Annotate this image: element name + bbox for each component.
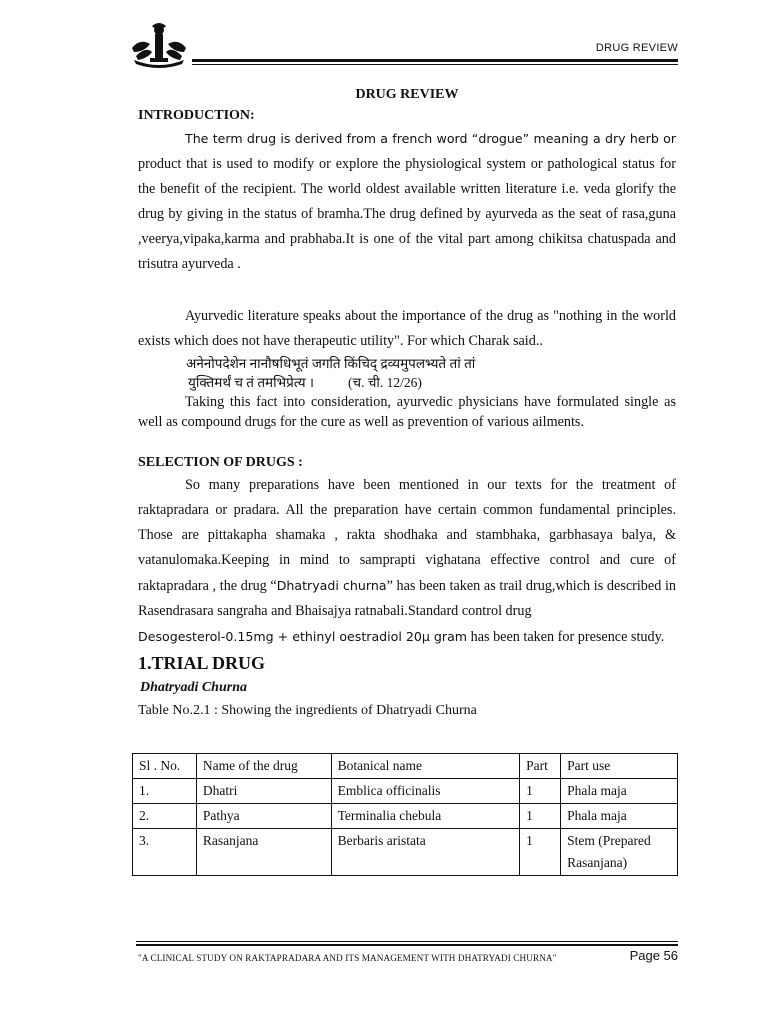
trial-drug-heading: 1.TRIAL DRUG [138, 653, 266, 673]
table-cell: 1. [133, 779, 197, 804]
table-row [133, 804, 678, 829]
table-cell: Emblica officinalis [331, 779, 520, 804]
table-header-cell: Name of the drug [196, 754, 331, 779]
introduction-heading: INTRODUCTION: [138, 108, 255, 123]
page-number: Page 56 [629, 948, 678, 963]
verse-reference: (च. ची. 12/26) [348, 375, 422, 390]
footer-study-title: "A CLINICAL STUDY ON RAKTAPRADARA AND ITS MANAGEMENT WITH DHATRYADI CHURNA" [138, 953, 557, 963]
compound-drugs-paragraph: Taking this fact into consideration, ayurvedic physicians have formulated single as well as compound drugs for the cure as well as prevention of various ailments. [138, 394, 676, 430]
header-title: DRUG REVIEW [595, 42, 678, 54]
table-header-cell: Part use [561, 754, 678, 779]
table-header-cell: Botanical name [331, 754, 520, 779]
table-cell: Berbaris aristata [331, 829, 520, 876]
sanskrit-verse-line1: अनेनोपदेशेन नानौषधिभूतं जगति किंचिद् द्रव्यमुपलभ्यते तां तां [186, 356, 476, 371]
table-cell: Dhatri [196, 779, 331, 804]
document-title: DRUG REVIEW [355, 87, 459, 102]
document-body [138, 84, 676, 722]
emblem-logo-icon [130, 22, 188, 68]
footer-rule-thick [136, 944, 678, 946]
table-cell: Stem (Prepared Rasanjana) [561, 829, 678, 876]
selection-paragraph [138, 473, 676, 650]
table-cell: Phala maja [561, 804, 678, 829]
selection-heading: SELECTION OF DRUGS : [138, 455, 303, 470]
selection-text-2: ” has been taken as trail drug,which is described in Rasendrasara sangraha and Bhaisajya ratnabali.Standard control drug [138, 578, 676, 619]
table-header-cell: Sl . No. [133, 754, 197, 779]
trial-drug-name: Dhatryadi churna [276, 578, 387, 593]
ingredients-table [132, 753, 678, 876]
footer-rule [136, 941, 678, 942]
table-cell: 2. [133, 804, 197, 829]
table-row [133, 779, 678, 804]
table-cell: 3. [133, 829, 197, 876]
table-header-cell: Part [520, 754, 561, 779]
intro-paragraph [138, 126, 676, 277]
control-drug-name: Desogesterol-0.15mg + ethinyl oestradiol 20µ gram [138, 629, 468, 644]
table-cell: Terminalia chebula [331, 804, 520, 829]
table-caption: Table No.2.1 : Showing the ingredients of Dhatryadi Churna [138, 703, 477, 718]
sanskrit-verse-text: युक्तिमर्थं च तं तमभिप्रेत्य । [188, 375, 315, 390]
header-rule-thin [192, 64, 678, 65]
header-rule [192, 59, 678, 62]
table-header-row [133, 754, 678, 779]
importance-paragraph: Ayurvedic literature speaks about the importance of the drug as "nothing in the world exists which does not have therapeutic utility". For which Charak said.. [138, 308, 676, 349]
intro-rest-text: product that is used to modify or explore the physiological system or pathological status for the benefit of the recipient. The world oldest available written literature i.e. veda glorify the drug by giving in the status of bramha.The drug defined by ayurveda as the seat of rasa,guna ,veerya,vipaka,karma and prabhaba.It is one of the vital part among chikitsa chatuspada and trisutra ayurveda . [138, 156, 676, 272]
selection-text: So many preparations have been mentioned in our texts for the treatment of raktapradara or pradara. All the preparation have certain common fundamental principles. Those are pittakapha shamaka , rakta shodhaka and stambhaka, garbhasaya balya, & vatanulomaka.Keeping in mind to samprapti vighatana effective control and cure of raktapradara , the drug “ [138, 477, 676, 594]
control-drug-tail: has been taken for presence study. [467, 629, 665, 645]
table-cell: 1 [520, 804, 561, 829]
table-cell: Rasanjana [196, 829, 331, 876]
trial-drug-subheading: Dhatryadi Churna [140, 680, 247, 695]
table-cell: 1 [520, 779, 561, 804]
sanskrit-verse-line2 [138, 374, 676, 392]
table-row [133, 829, 678, 876]
table-cell: 1 [520, 829, 561, 876]
intro-lead-text: The term drug is derived from a french word “drogue” meaning a dry herb or [185, 131, 676, 146]
table-cell: Phala maja [561, 779, 678, 804]
table-cell: Pathya [196, 804, 331, 829]
